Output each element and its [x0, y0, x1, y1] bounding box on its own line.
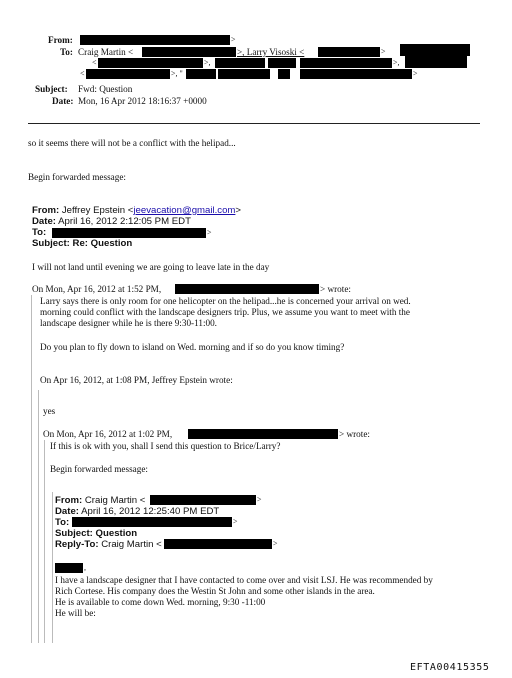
angle-bracket: >,	[393, 58, 400, 67]
fwd1-from-close: >	[235, 205, 242, 216]
redaction	[72, 517, 232, 527]
on-line-3: On Mon, Apr 16, 2012 at 1:02 PM,	[43, 429, 173, 439]
quote-bar	[38, 390, 39, 643]
fwd2-date-value: April 16, 2012 12:25:40 PM EDT	[81, 506, 220, 517]
quote-bar	[52, 492, 53, 643]
wrote-3: > wrote:	[339, 429, 370, 439]
fwd1-to-label: To:	[32, 227, 47, 238]
quote1-line-1: Larry says there is only room for one helicopter on the helipad...he is concerned your arrival on wed.	[40, 296, 411, 306]
redaction	[80, 35, 230, 45]
redaction	[215, 58, 265, 68]
date-value: Mon, 16 Apr 2012 18:16:37 +0000	[78, 96, 207, 106]
fwd1-from-label: From:	[32, 205, 60, 216]
fwd2-subject-value: Question	[95, 528, 138, 539]
begin-forwarded-2: Begin forwarded message:	[50, 464, 148, 474]
to-label: To:	[60, 47, 73, 57]
wrote-1: > wrote:	[320, 284, 351, 294]
footer-document-id: EFTA00415355	[410, 662, 490, 673]
redaction	[300, 58, 392, 68]
comma: ,	[84, 563, 86, 572]
intro-text: so it seems there will not be a conflict with the helipad...	[28, 138, 236, 148]
redaction	[300, 69, 412, 79]
body2-line-1: I have a landscape designer that I have contacted to come over and visit LSJ. He was recommended by	[55, 575, 433, 585]
angle-bracket: >	[207, 228, 212, 237]
fwd2-date-label: Date:	[55, 506, 79, 517]
on-line-1: On Mon, Apr 16, 2012 at 1:52 PM,	[32, 284, 162, 294]
fwd2-replyto-label: Reply-To:	[55, 539, 99, 550]
angle-bracket: >	[233, 517, 238, 526]
angle-bracket: >,	[204, 58, 211, 67]
begin-forwarded: Begin forwarded message:	[28, 172, 126, 182]
redaction	[278, 69, 290, 79]
fwd2-to-label: To:	[55, 517, 70, 528]
ask-text: If this is ok with you, shall I send this question to Brice/Larry?	[50, 441, 281, 451]
date-label: Date:	[52, 96, 74, 106]
to-recipient-craig: Craig Martin <	[78, 47, 134, 57]
fwd1-subject-label: Subject:	[32, 238, 70, 249]
redaction	[400, 44, 470, 56]
header-divider	[28, 123, 480, 124]
redaction	[405, 56, 467, 68]
fwd2-subject-label: Subject:	[55, 528, 93, 539]
redaction	[186, 69, 216, 79]
reply1-text: I will not land until evening we are going to leave late in the day	[32, 262, 270, 272]
fwd2-from-value: Craig Martin <	[84, 495, 146, 506]
on-line-2: On Apr 16, 2012, at 1:08 PM, Jeffrey Epstein wrote:	[40, 375, 233, 385]
fwd1-subject-value: Re: Question	[72, 238, 133, 249]
angle-bracket: >	[273, 539, 278, 548]
question-text: Do you plan to fly down to island on Wed. morning and if so do you know timing?	[40, 342, 345, 352]
redaction	[52, 228, 206, 238]
redaction	[150, 495, 256, 505]
angle-bracket: >	[381, 47, 386, 56]
quote1-line-2: morning could conflict with the landscape designers trip. Plus, we assume you want to meet with the	[40, 307, 410, 317]
redaction	[55, 563, 83, 573]
fwd1-from-value: Jeffrey Epstein <	[61, 205, 134, 216]
angle-bracket: <	[80, 69, 85, 78]
redaction	[188, 429, 338, 439]
to-recipient-larry: >, Larry Visoski <	[237, 47, 305, 57]
angle-bracket: >	[413, 69, 418, 78]
redaction	[268, 58, 296, 68]
body2-line-3: He is available to come down Wed. morning, 9:30 -11:00	[55, 597, 266, 607]
subject-label: Subject:	[35, 84, 68, 94]
angle-bracket: >, "	[171, 69, 183, 78]
body2-line-4: He will be:	[55, 608, 96, 618]
redaction	[175, 284, 319, 294]
quote1-line-3: landscape designer while he is there 9:30-11:00.	[40, 318, 217, 328]
redaction	[98, 58, 203, 68]
quote-bar	[31, 295, 32, 643]
angle-bracket: <	[92, 58, 97, 67]
fwd1-date-label: Date:	[32, 216, 56, 227]
redaction	[318, 47, 380, 57]
redaction	[164, 539, 272, 549]
fwd1-email-link[interactable]: jeevacation@gmail.com	[133, 205, 236, 216]
body2-line-2: Rich Cortese. His company does the Westin St John and some other islands in the area.	[55, 586, 375, 596]
from-label: From:	[48, 35, 73, 45]
fwd1-date-value: April 16, 2012 2:12:05 PM EDT	[58, 216, 191, 227]
redaction	[218, 69, 270, 79]
fwd2-replyto-value: Craig Martin <	[101, 539, 162, 550]
quote-bar	[44, 440, 45, 643]
yes-text: yes	[43, 406, 56, 416]
redaction	[86, 69, 170, 79]
redaction	[142, 47, 236, 57]
fwd2-from-label: From:	[55, 495, 83, 506]
angle-bracket: >	[257, 495, 262, 504]
angle-bracket: >	[231, 35, 236, 44]
subject-value: Fwd: Question	[78, 84, 133, 94]
